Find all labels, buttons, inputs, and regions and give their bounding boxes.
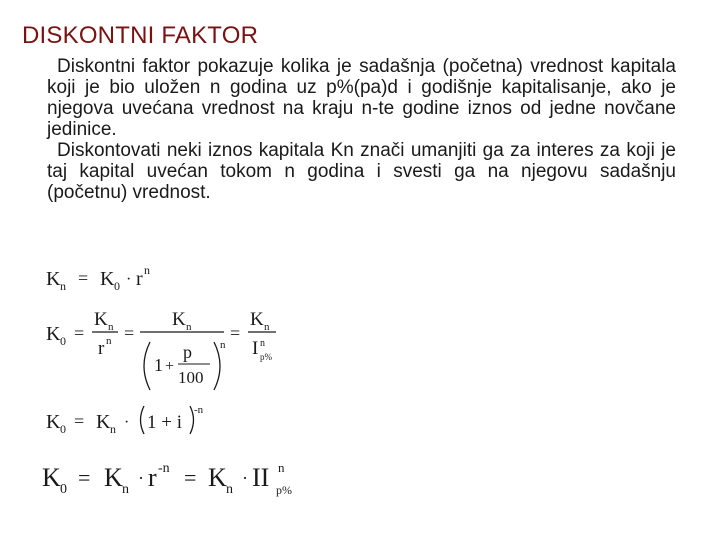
- f4-ii-sub: p%: [276, 483, 292, 497]
- f1-equals: =: [78, 268, 89, 288]
- f1-k0: K: [100, 268, 115, 290]
- f3-exp: -n: [194, 404, 204, 416]
- f2-k0: K: [46, 323, 61, 345]
- f2-den1-sup: n: [106, 335, 112, 347]
- f3-left-paren: [141, 406, 145, 434]
- f3-k0: K: [46, 411, 61, 433]
- f2-p: p: [183, 342, 192, 362]
- f3-kn: K: [96, 411, 111, 433]
- f1-sub-0: 0: [114, 279, 120, 293]
- f2-left-paren: [144, 342, 150, 390]
- formula-svg: [38, 250, 358, 510]
- f2-num3-sub: n: [264, 321, 270, 333]
- formula-1: [46, 263, 150, 293]
- f2-hundred: 100: [178, 368, 204, 387]
- f2-paren-exp: n: [220, 339, 226, 351]
- f3-right-paren: [190, 406, 194, 434]
- f3-sub-n: n: [110, 422, 116, 436]
- f4-dot2: ·: [242, 468, 248, 488]
- f4-k0: K: [42, 463, 61, 492]
- f4-ii: II: [252, 463, 270, 492]
- f2-eq2: =: [124, 323, 135, 343]
- paragraph-discounting: Diskontovati neki iznos kapitala Kn znači umanjiti ga za interes za koji je taj kapital uvećan tokom n godina i svesti ga na njegovu sadašnju (početnu) vrednost.: [47, 140, 676, 203]
- f2-num1-sub: n: [108, 321, 114, 333]
- f2-eq1: =: [74, 323, 85, 343]
- f4-eq1: =: [78, 465, 91, 490]
- f4-ii-sup: n: [278, 460, 285, 475]
- f2-den3-sup: n: [260, 338, 265, 349]
- f3-sub-0: 0: [60, 422, 66, 436]
- f1-dot: ·: [126, 271, 132, 288]
- f4-kn2: K: [208, 463, 227, 492]
- f4-sub-n2: n: [226, 482, 233, 497]
- f2-eq3: =: [230, 323, 241, 343]
- f1-exp: n: [144, 263, 150, 277]
- formula-block: [38, 250, 358, 510]
- formula-4: [42, 460, 292, 497]
- slide-title: DISKONTNI FAKTOR: [22, 22, 259, 49]
- f2-num1: K: [94, 309, 108, 330]
- f4-sub-n: n: [122, 482, 129, 497]
- f2-plus: +: [165, 358, 175, 375]
- f3-inner: 1 + i: [147, 412, 182, 433]
- f4-kn: K: [104, 463, 123, 492]
- f1-sub-n: n: [60, 279, 66, 293]
- f2-den3-sub: p%: [260, 352, 272, 362]
- f2-num2: K: [172, 309, 186, 330]
- f4-exp: -n: [158, 461, 170, 476]
- paragraph-definition: Diskontni faktor pokazuje kolika je sadašnja (početna) vrednost kapitala koji je bio uložen n godina uz p%(pa)d i godišnje kapitalisanje, ako je njegova uvećana vrednost na kraju n-te godine iznos od jedne novčane jedinice.: [47, 56, 676, 140]
- slide-body: [47, 56, 676, 203]
- f1-r: r: [136, 268, 143, 290]
- formula-3: [46, 404, 204, 436]
- f3-dot: ·: [124, 414, 130, 431]
- f2-den1: r: [98, 338, 105, 359]
- f2-den3: I: [252, 338, 259, 359]
- f2-sub-0: 0: [60, 334, 66, 348]
- f1-k: K: [46, 268, 61, 290]
- f4-eq2: =: [184, 465, 197, 490]
- f3-eq: =: [74, 411, 85, 431]
- f4-r: r: [148, 463, 157, 492]
- formula-2: [46, 309, 276, 390]
- f4-dot1: ·: [138, 468, 144, 488]
- f2-num3: K: [250, 309, 264, 330]
- f4-sub-0: 0: [60, 482, 67, 497]
- f2-num2-sub: n: [186, 321, 192, 333]
- f2-one: 1: [154, 355, 163, 375]
